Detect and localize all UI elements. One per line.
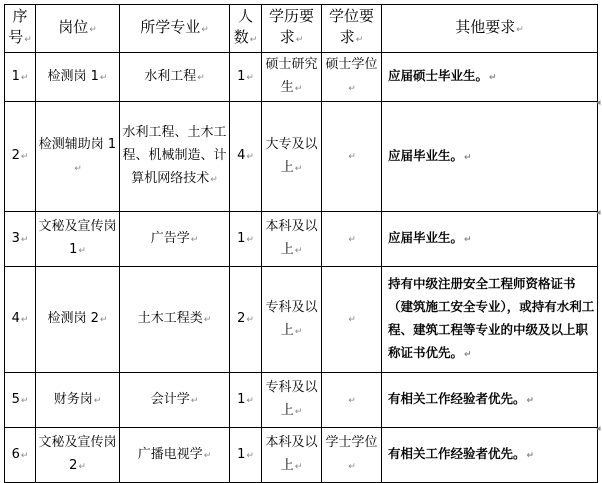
paragraph-mark: ↵ [24, 35, 32, 45]
other-req: 持有中级注册安全工程师资格证书（建筑施工安全专业），或持有水利工程、建筑工程等专业的中级及以上职称证书优先。 [388, 276, 595, 360]
major: 水利工程 [144, 68, 197, 84]
major-cell [120, 373, 230, 428]
post-name-cell [36, 267, 120, 373]
paragraph-mark: ↵ [355, 35, 364, 45]
headcount-cell [230, 212, 262, 267]
headcount-cell [230, 373, 262, 428]
degree-req-cell [322, 53, 382, 102]
post-name-cell [36, 53, 120, 102]
education-req-cell [262, 212, 322, 267]
row-number: 4 [11, 311, 20, 326]
margin-mark: ◂ [596, 98, 601, 108]
row-number: 6 [11, 446, 20, 462]
other-req-cell [382, 267, 598, 373]
headcount-cell [230, 428, 262, 483]
paragraph-mark: ↵ [78, 462, 86, 472]
headcount-cell [230, 267, 262, 373]
paragraph-mark: ↵ [99, 72, 108, 83]
paragraph-mark: ↵ [197, 72, 205, 83]
header-cell: 学历要求↵ [262, 5, 322, 53]
paragraph-mark: ↵ [294, 246, 303, 256]
paragraph-mark: ↵ [190, 234, 199, 245]
other-req-cell [382, 212, 598, 267]
headcount-cell [230, 102, 262, 212]
major: 广播电视学 [137, 446, 203, 462]
other-req-cell [382, 373, 598, 428]
paragraph-mark: ↵ [201, 24, 209, 35]
post-name-cell [36, 373, 120, 428]
post-name: 财务岗 [53, 391, 93, 407]
paragraph-mark: ↵ [249, 35, 258, 45]
major: 土木工程类 [137, 311, 203, 326]
paragraph-mark: ↵ [78, 246, 86, 256]
education-req-cell [262, 428, 322, 483]
major-cell [120, 102, 230, 212]
paragraph-mark: ↵ [203, 315, 212, 325]
paragraph-mark: ↵ [246, 450, 254, 461]
row-number: 3 [11, 230, 20, 246]
other-req: 应届毕业生。 [388, 230, 464, 245]
paragraph-mark: ↵ [348, 315, 356, 325]
education-req: 本科及以上 [265, 219, 318, 257]
education-req-cell [262, 373, 322, 428]
paragraph-mark: ↵ [489, 73, 497, 83]
education-req: 专科及以上 [265, 299, 318, 338]
table-row [5, 373, 598, 428]
post-name: 检测岗 1 [47, 68, 99, 84]
row-number-cell [5, 428, 36, 483]
paragraph-mark: ↵ [348, 462, 356, 472]
paragraph-mark: ↵ [203, 450, 212, 461]
paragraph-mark: ↵ [464, 350, 472, 360]
paragraph-mark: ↵ [246, 395, 254, 406]
paragraph-mark: ↵ [246, 315, 254, 325]
education-req-cell [262, 267, 322, 373]
post-name-cell [36, 102, 120, 212]
paragraph-mark: ↵ [526, 451, 535, 461]
header-cell: 人数↵ [230, 5, 262, 53]
paragraph-mark: ↵ [20, 315, 29, 325]
margin-mark: ◂ [596, 424, 601, 434]
header-row [5, 5, 598, 53]
paragraph-mark: ↵ [246, 72, 254, 83]
major: 广告学 [150, 230, 190, 246]
major-cell [120, 428, 230, 483]
headcount-cell [230, 53, 262, 102]
paragraph-mark: ↵ [190, 395, 199, 406]
other-req: 应届毕业生。 [388, 147, 464, 163]
degree-req: 学士学位 [325, 435, 378, 450]
paragraph-mark: ↵ [348, 234, 356, 245]
recruitment-table [4, 4, 598, 483]
table-row [5, 53, 598, 102]
headcount: 1 [237, 446, 246, 462]
paragraph-mark: ↵ [20, 234, 29, 245]
paragraph-mark: ↵ [348, 395, 356, 406]
table-row [5, 102, 598, 212]
paragraph-mark: ↵ [348, 84, 356, 94]
header-cell: 其他要求↵ [382, 5, 598, 53]
header-cell: 学位要求↵ [322, 5, 382, 53]
paragraph-mark: ↵ [99, 315, 108, 325]
major-cell [120, 53, 230, 102]
degree-req-cell [322, 102, 382, 212]
degree-req-cell [322, 428, 382, 483]
paragraph-mark: ↵ [464, 235, 472, 245]
paragraph-mark: ↵ [295, 35, 304, 45]
paragraph-mark: ↵ [93, 395, 102, 406]
paragraph-mark: ↵ [516, 24, 524, 35]
major: 会计学 [150, 391, 190, 407]
table-row [5, 428, 598, 483]
other-req-cell [382, 428, 598, 483]
paragraph-mark: ↵ [294, 163, 303, 174]
education-req: 硕士研究生 [265, 57, 318, 95]
post-name-cell [36, 212, 120, 267]
education-req: 本科及以上 [265, 435, 318, 473]
row-number-cell [5, 102, 36, 212]
header-cell: 所学专业↵ [120, 5, 230, 53]
row-number-cell [5, 267, 36, 373]
other-req: 有相关工作经验者优先。 [388, 391, 526, 406]
major-cell [120, 267, 230, 373]
other-req: 有相关工作经验者优先。 [388, 446, 526, 461]
other-req-cell [382, 53, 598, 102]
paragraph-mark: ↵ [20, 395, 29, 406]
education-req-cell [262, 102, 322, 212]
degree-req-cell [322, 267, 382, 373]
headcount: 2 [237, 311, 246, 326]
margin-mark: ◂ [596, 208, 601, 218]
major-cell [120, 212, 230, 267]
post-name: 检测辅助岗 1 [38, 136, 117, 152]
row-number: 1 [11, 68, 20, 84]
paragraph-mark: ↵ [20, 72, 29, 83]
degree-req-cell [322, 212, 382, 267]
header-cell: 序号↵ [5, 5, 36, 53]
row-number: 2 [11, 148, 20, 163]
paragraph-mark: ↵ [526, 396, 535, 406]
paragraph-mark: ↵ [74, 163, 82, 174]
post-name: 文秘及宣传岗 1 [38, 219, 117, 257]
post-name: 检测岗 2 [47, 311, 99, 326]
row-number-cell [5, 53, 36, 102]
other-req: 应届硕士毕业生。 [388, 68, 489, 83]
post-name-cell [36, 428, 120, 483]
education-req: 大专及以上 [265, 136, 318, 175]
education-req-cell [262, 53, 322, 102]
headcount: 4 [237, 148, 246, 163]
paragraph-mark: ↵ [294, 84, 303, 94]
table-row [5, 267, 598, 373]
paragraph-mark: ↵ [20, 450, 29, 461]
headcount: 1 [237, 68, 246, 84]
other-req-cell [382, 102, 598, 212]
major: 水利工程、土木工程、机械制造、计算机网络技术 [122, 125, 227, 186]
paragraph-mark: ↵ [246, 234, 254, 245]
paragraph-mark: ↵ [348, 152, 356, 162]
row-number: 5 [11, 391, 20, 407]
header-cell: 岗位↵ [36, 5, 120, 53]
table-row [5, 212, 598, 267]
degree-req: 硕士学位 [325, 57, 378, 72]
post-name: 文秘及宣传岗 2 [38, 435, 117, 473]
row-number-cell [5, 373, 36, 428]
headcount: 1 [237, 230, 246, 246]
paragraph-mark: ↵ [294, 407, 303, 417]
degree-req-cell [322, 373, 382, 428]
paragraph-mark: ↵ [210, 175, 218, 185]
paragraph-mark: ↵ [89, 24, 97, 35]
headcount: 1 [237, 391, 246, 407]
education-req: 专科及以上 [265, 380, 318, 418]
paragraph-mark: ↵ [294, 326, 303, 337]
paragraph-mark: ↵ [464, 152, 472, 163]
paragraph-mark: ↵ [20, 152, 29, 162]
row-number-cell [5, 212, 36, 267]
paragraph-mark: ↵ [294, 462, 303, 472]
paragraph-mark: ↵ [246, 152, 254, 162]
